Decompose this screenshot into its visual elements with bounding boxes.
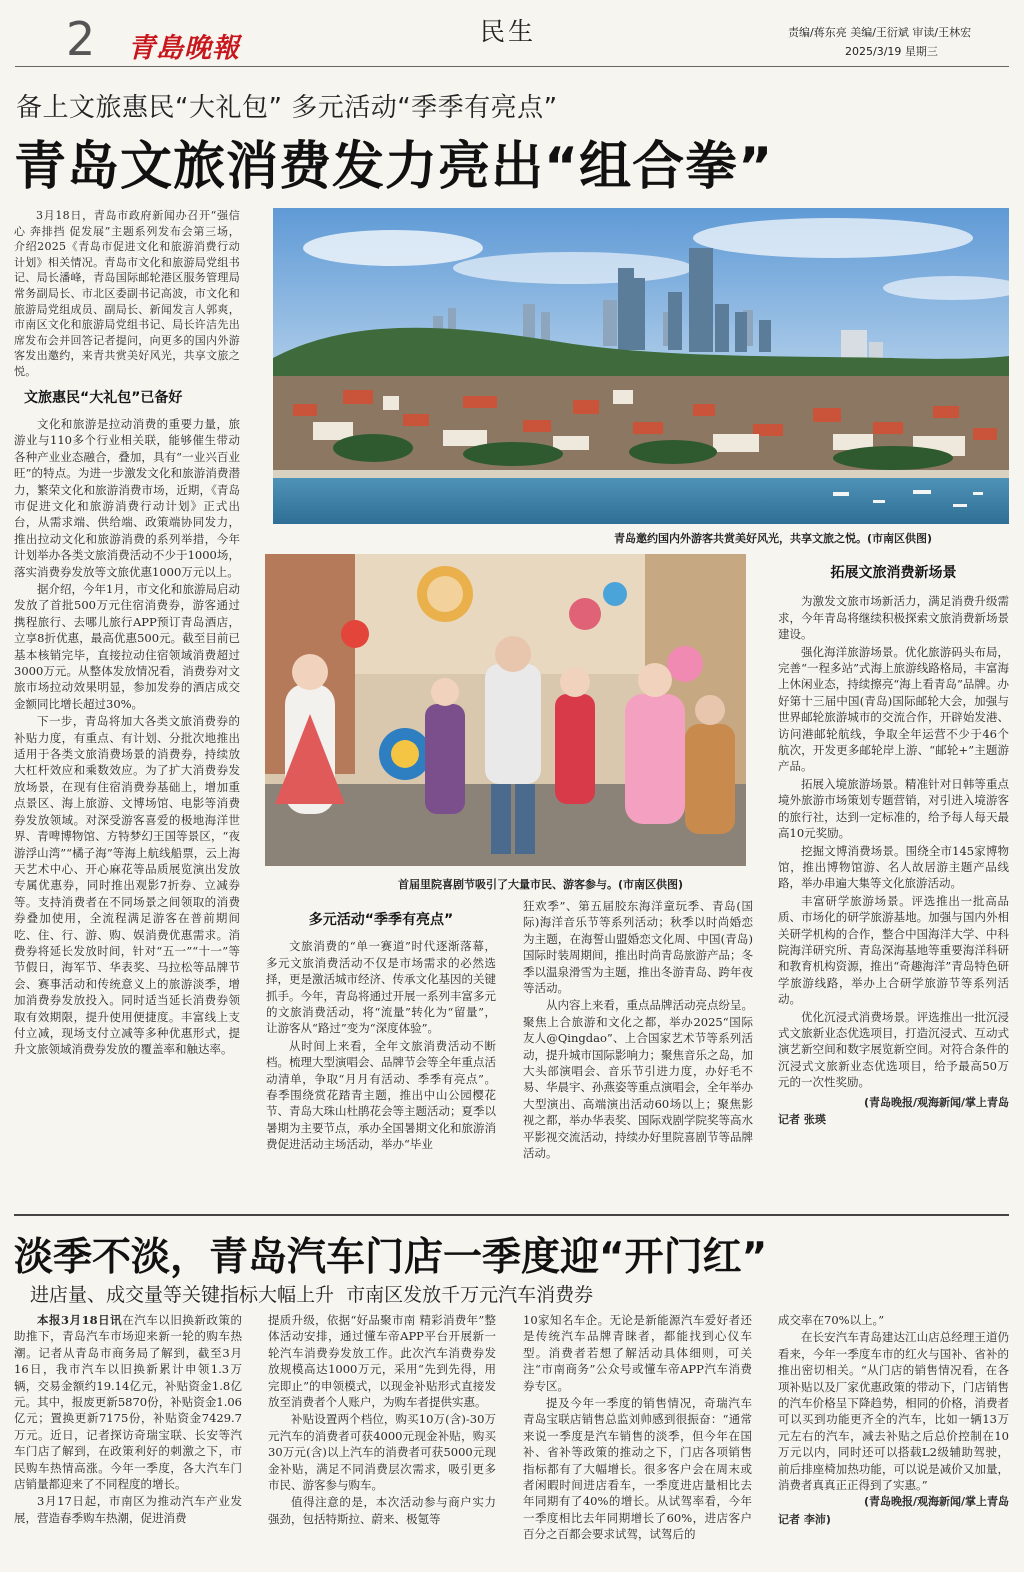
article-divider [14,1214,1009,1216]
col1-para-2: 据介绍，今年1月，市文化和旅游局启动发放了首批500万元住宿消费券，游客通过携程旅行、去哪儿旅行APP预订青岛酒店，立享8折优惠，最高优惠500元。截至目前已基本核销完毕，直接拉动住宿领域消费超过3000万元。从整体发放情况看，消费券对文旅市场拉动效果明显，参加发券的酒店成交金额同比增长超过30%。 [14,582,240,711]
article1-lead: 3月18日，青岛市政府新闻办召开“强信心 奔排挡 促发展”主题系列发布会第三场，介绍2025《青岛市促进文化和旅游消费行动计划》相关情况。青岛市文化和旅游局党组书记、局长潘峰，青岛国际邮轮港区服务管理局常务副局长、市北区委副书记高波，市文化和旅游局党组成员、副局长、新闻发言人郭爽，市南区文化和旅游局党组书记、局长许洁先出席发布会并回答记者提问，向更多的国内外游客发出邀约，来青共赏美好风光，共享文旅之悦。 [14,209,240,378]
issue-date: 2025/3/19 星期三 [845,45,938,58]
article2-col1-para-1 [14,1312,242,1492]
masthead-rule [15,66,1009,67]
paper-logo: 青島晚報 [128,33,240,64]
comedy-festival-caption: 首届里院喜剧节吸引了大量市民、游客参与。(市南区供图) [398,878,684,891]
article2-col3-para-1: 10家知名车企。无论是新能源汽车爱好者还是传统汽车品牌青睐者，都能找到心仪车型。消费者若想了解活动具体细则，可关注“市南商务”公众号或懂车帝APP汽车消费券专区。 [523,1313,752,1393]
article1-column-2 [266,908,496,1154]
article2-subhead: 进店量、成交量等关键指标大幅上升 市南区发放千万元汽车消费券 [30,1284,594,1306]
article1-byline-line1: (青岛晚报/观海新闻/掌上青岛 [863,1095,1009,1109]
col2-para-2: 从时间上来看，全年文旅消费活动不断档。梳理大型演唱会、品牌节会等全年重点活动清单，争取“月月有活动、季季有亮点”。春季围绕赏花踏青主题，推出中山公园樱花节、青岛大珠山杜鹃花会等主题活动；夏季以暑期为主要节点，承办全国暑期文化和旅游消费促进活动主场活动，举办“毕业 [266,1038,496,1152]
article1-byline-line2: 记者 张瑛 [778,1113,826,1126]
col4-para-2: 强化海洋旅游场景。优化旅游码头布局，完善“一程多站”式海上旅游线路格局，丰富海上休闲业态，持续擦亮“海上看青岛”品牌。办好第十三届中国(青岛)国际邮轮大会，加强与世界邮轮旅游城市的交流合作，开辟始发港、访问港邮轮航线，争取全年运营不少于46个航次，开发更多邮轮岸上游、“邮轮+”主题游产品。 [778,644,1009,774]
cityscape-photo [273,208,1009,524]
col4-para-3: 拓展入境旅游场景。精准针对日韩等重点境外旅游市场策划专题营销，对引进入境游客的旅行社，达到一定标准的，给予每人每天最高10元奖励。 [778,776,1009,841]
article2-col2-para-3: 值得注意的是，本次活动参与商户实力强劲，包括特斯拉、蔚来、极氪等 [268,1495,496,1526]
subheading-gift-pack: 文旅惠民“大礼包”已备好 [24,389,183,406]
article2-col2-para-1: 提质升级，依据“好品聚市南 精彩消费年”整体活动安排，通过懂车帝APP平台开展新一轮汽车消费券发放工作。此次汽车消费券发放规模高达1000万元，采用“先到先得，用完即止”的申领模式，以现金补贴形式直接发放至消费者个人账户，为购车者提供实惠。 [268,1313,496,1410]
comedy-festival-photo [265,554,746,866]
page-number: 2 [66,12,96,66]
col1-para-1: 文化和旅游是拉动消费的重要力量，旅游业与110多个行业相关联，能够催生带动各种产业业态融合，叠加，具有“一业兴百业旺”的特点。为进一步激发文化和旅游消费潜力，繁荣文化和旅游消费市场，近期，《青岛市促进文化和旅游消费行动计划》正式出台，从需求端、供给端、政策端协同发力，推出拉动文化和旅游消费的系列举措，今年计划举办各类文旅消费活动不少于1000场，落实消费券发放等文旅优惠1000万元以上。 [14,416,240,579]
article2-column-2 [268,1312,496,1528]
col2-para-1: 文旅消费的“单一赛道”时代逐渐落幕，多元文旅消费活动不仅是市场需求的必然选择，更是激活城市经济、传承文化基因的关键抓手。今年，青岛将通过开展一系列丰富多元的文旅消费活动，将“流量”转化为“留量”，让游客从“路过”变为“深度体验”。 [266,939,496,1036]
subheading-new-scenes: 拓展文旅消费新场景 [830,565,957,581]
article2-column-4 [778,1312,1009,1529]
col4-para-5: 丰富研学旅游场景。评选推出一批高品质、市场化的研学旅游基地。加强与国内外相关研学机构的合作，整合中国海洋大学、中科院海洋研究所、青岛深海基地等重要海洋科研和教育机构资源，推出“奇趣海洋”青岛特色研学旅游线路，举办上合研学旅游节等系列活动。 [778,893,1009,1007]
article1-byline [778,1095,1009,1111]
article2-column-1 [14,1312,242,1527]
article2-column-3 [523,1312,752,1544]
article2-byline [778,1494,1009,1510]
col1-para-3: 下一步，青岛将加大各类文旅消费券的补贴力度，有重点、有计划、分批次地推出适用于各类文旅消费场景的消费券，持续放大杠杆效应和乘数效应。为了扩大消费券发放场景，在现有住宿消费券基础上，增加重点景区、海上旅游、文博场馆、电影等消费券发放领域。对深受游客喜爱的极地海洋世界、青啤博物馆、方特梦幻王国等景区，“夜游浮山湾”“橘子海”等海上航线船票，云上海天艺术中心、开心麻花等品质展览演出发放专属优惠券，同时推出观影7折券、立减券等。支持消费者在不同场景之间领取的消费券叠加使用，全流程满足游客在普前期间吃、住、行、游、购、娱消费优惠需求。消费券将延长发放时间，针对“五一”“十一”等节假日，海军节、华表奖、马拉松等品牌节会、赛事活动和传统意义上的旅游淡季，增加消费券发放投入。同时适当延长消费券领取有效期限，提升使用便捷度。丰富线上支付立减，现场支付立减等多种优惠形式，提升文旅领域消费券发放的覆盖率和触达率。 [14,714,240,1057]
article2-reporter [778,1512,1009,1528]
col4-para-6: 优化沉浸式消费场景。评选推出一批沉浸式文旅新业态优选项目，打造沉浸式、互动式演艺新空间和数字展览新空间。对符合条件的沉浸式文旅新业态优选项目，给予最高50万元的一次性奖励。 [778,1009,1009,1090]
subheading-seasonal-activities: 多元活动“季季有亮点” [308,912,454,928]
col3-para-2: 从内容上来看，重点品牌活动亮点纷呈。聚焦上合旅游和文化之都，举办2025“国际友人@Qingdao”、上合国家艺术节等系列活动，提升城市国际影响力；聚焦音乐之岛，加大头部演唱会、音乐节引进力度，办好毛不易、华晨宇、孙燕姿等重点演唱会，全年举办大型演出、高端演出活动60场以上；聚焦影视之都，举办华表奖、国际戏剧学院奖等高水平影视交流活动，持续办好里院喜剧节等品牌活动。 [523,998,753,1161]
article1-column-4 [778,563,1009,1129]
article1-column-3 [523,898,753,1163]
article2-headline: 淡季不淡，青岛汽车门店一季度迎“开门红” [14,1235,768,1280]
article2-byline-line1: (青岛晚报/观海新闻/掌上青岛 [863,1495,1009,1509]
article2-col4-para-1: 成交率在70%以上。” [778,1313,885,1327]
section-title: 民生 [480,17,537,46]
col3-para-1: 狂欢季”、第五届胶东海洋童玩季、青岛(国际)海洋音乐节等系列活动；秋季以时尚婚恋为主题，在海誓山盟婚恋文化周、中国(青岛)国际时装周期间，推出时尚青岛旅游产品；冬季以温泉滑雪为主题，推出冬游青岛、跨年夜等活动。 [523,899,753,996]
article2-col1-para-2: 3月17日起，市南区为推动汽车产业发展，营造春季购车热潮，促进消费 [14,1494,242,1525]
article2-col1-text: 在汽车以旧换新政策的助推下，青岛汽车市场迎来新一轮的购车热潮。记者从青岛市商务局了解到，截至3月16日，我市汽车以旧换新累计申领1.3万辆，交易金额约19.14亿元，补贴资金1.8亿元。其中，报废更新5870份，补贴资金1.06亿元；置换更新7175份，补贴资金7429.7万元。近日，记者探访奇瑞宝联、长安等汽车门店了解到，在政策利好的刺激之下，市民购车热情高涨。今年一季度，各大汽车门店销量都迎来了不同程度的增长。 [14,1313,242,1492]
article1-headline: 青岛文旅消费发力亮出“组合拳” [14,137,774,197]
article2-byline-line2: 记者 李沛) [778,1512,831,1526]
article2-col2-para-2: 补贴设置两个档位，购买10万(含)-30万元汽车的消费者可获4000元现金补贴，购买30万元(含)以上汽车的消费者可获5000元现金补贴，满足不同消费层次需求，吸引更多市民、游客参与购车。 [268,1412,496,1493]
article1-column-1 [14,208,240,1059]
article2-col3-para-2: 提及今年一季度的销售情况，奇瑞汽车青岛宝联店销售总监刘帅感到很振奋：“通常来说一季度是汽车销售的淡季，但今年在国补、省补等政策的推动之下，门店各项销售指标都有了大幅增长。很多客户会在周末或者闲暇时间进店看车，一季度进店量相比去年同期有了40%的增长。从试驾率看，今年一季度相比去年同期增长了60%，进店客户百分之百都会要求试驾，试驾后的 [523,1396,752,1542]
article2-col4-para-2: 在长安汽车青岛建达江山店总经理王道仍看来，今年一季度车市的红火与国补、省补的推出密切相关。“从门店的销售情况看，在各项补贴以及厂家优惠政策的带动下，门店销售的汽车价格呈下降趋势，相同的价格，消费者可以买到功能更齐全的汽车，比如一辆13万元左右的汽车，减去补贴之后总价控制在10万元以内，同时还可以搭载L2级辅助驾驶，前后排座椅加热功能，可以说是减价又加量，消费者真真正正得到了实惠。” [778,1330,1009,1493]
staff-credits: 责编/蒋东亮 美编/王衍斌 审读/王林宏 [788,26,972,39]
article1-kicker: 备上文旅惠民“大礼包” 多元活动“季季有亮点” [16,93,558,123]
cityscape-caption: 青岛邀约国内外游客共赏美好风光，共享文旅之悦。(市南区供图) [614,532,933,545]
col4-para-4: 挖掘文博消费场景。围绕全市145家博物馆，推出博物馆游、名人故居游主题产品线路，举办串遍大集等文化旅游活动。 [778,843,1009,891]
article2-dateline: 本报3月18日讯 [37,1313,123,1327]
col4-para-1: 为激发文旅市场新活力，满足消费升级需求，今年青岛将继续积极探索文旅消费新场景建设。 [778,594,1009,642]
article1-reporter [778,1112,1009,1128]
